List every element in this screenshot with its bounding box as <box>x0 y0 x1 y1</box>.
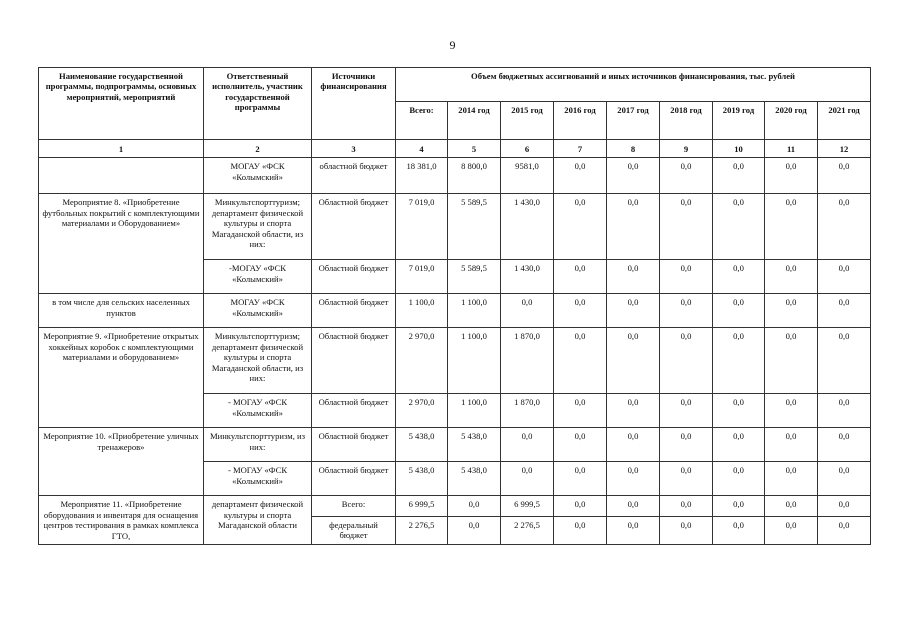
executor-cell: МОГАУ «ФСК «Колымский» <box>204 294 312 328</box>
year-value-cell: 1 100,0 <box>448 394 501 428</box>
table-row <box>39 158 871 194</box>
year-value-cell: 0,0 <box>765 260 818 294</box>
year-value-cell: 0,0 <box>660 496 713 516</box>
year-value-cell: 0,0 <box>554 516 607 544</box>
executor-cell: МОГАУ «ФСК «Колымский» <box>204 158 312 194</box>
header-year: 2017 год <box>607 102 660 140</box>
year-value-cell: 0,0 <box>713 158 765 194</box>
year-value-cell: 5 438,0 <box>448 428 501 462</box>
funding-source-cell: Областной бюджет <box>312 260 396 294</box>
funding-source-cell: Областной бюджет <box>312 462 396 496</box>
header-name: Наименование государственной программы, подпрограммы, основных мероприятий, мероприятий <box>39 68 204 140</box>
year-value-cell: 0,0 <box>765 496 818 516</box>
header-executor: Ответственный исполнитель, участник государственной программы <box>204 68 312 140</box>
year-value-cell: 0,0 <box>501 462 554 496</box>
year-value-cell: 1 870,0 <box>501 328 554 394</box>
year-value-cell: 0,0 <box>607 158 660 194</box>
column-number: 5 <box>448 140 501 158</box>
table-row <box>39 328 871 394</box>
year-value-cell: 0,0 <box>660 462 713 496</box>
column-number: 6 <box>501 140 554 158</box>
year-value-cell: 0,0 <box>448 496 501 516</box>
year-value-cell: 0,0 <box>607 328 660 394</box>
year-value-cell: 0,0 <box>607 462 660 496</box>
year-value-cell: 0,0 <box>554 158 607 194</box>
year-value-cell: 0,0 <box>765 158 818 194</box>
funding-source-cell: Областной бюджет <box>312 394 396 428</box>
year-value-cell: 0,0 <box>660 428 713 462</box>
year-value-cell: 0,0 <box>765 394 818 428</box>
year-value-cell: 1 870,0 <box>501 394 554 428</box>
total-value-cell: 7 019,0 <box>396 260 448 294</box>
year-value-cell: 0,0 <box>554 260 607 294</box>
event-name-cell: Мероприятие 10. «Приобретение уличных тренажеров» <box>39 428 204 496</box>
year-value-cell: 0,0 <box>554 194 607 260</box>
year-value-cell: 0,0 <box>713 294 765 328</box>
total-value-cell: 2 970,0 <box>396 394 448 428</box>
year-value-cell: 0,0 <box>660 158 713 194</box>
executor-cell: - МОГАУ «ФСК «Колымский» <box>204 462 312 496</box>
year-value-cell: 0,0 <box>607 194 660 260</box>
total-value-cell: 2 276,5 <box>396 516 448 544</box>
header-year: 2019 год <box>713 102 765 140</box>
event-name-cell <box>39 158 204 194</box>
year-value-cell: 0,0 <box>501 294 554 328</box>
column-number: 10 <box>713 140 765 158</box>
year-value-cell: 0,0 <box>660 516 713 544</box>
header-source: Источники финансирования <box>312 68 396 140</box>
column-number: 7 <box>554 140 607 158</box>
year-value-cell: 0,0 <box>765 194 818 260</box>
year-value-cell: 0,0 <box>818 516 871 544</box>
table-row <box>39 428 871 462</box>
year-value-cell: 0,0 <box>607 496 660 516</box>
year-value-cell: 0,0 <box>660 194 713 260</box>
event-name-cell: в том числе для сельских населенных пунктов <box>39 294 204 328</box>
year-value-cell: 0,0 <box>765 462 818 496</box>
total-value-cell: 5 438,0 <box>396 428 448 462</box>
year-value-cell: 0,0 <box>554 328 607 394</box>
year-value-cell: 0,0 <box>765 516 818 544</box>
year-value-cell: 0,0 <box>660 328 713 394</box>
funding-source-cell: Областной бюджет <box>312 428 396 462</box>
funding-source-cell: Областной бюджет <box>312 294 396 328</box>
year-value-cell: 0,0 <box>818 194 871 260</box>
executor-cell: департамент физической культуры и спорта Магаданской области <box>204 496 312 545</box>
header-year: 2018 год <box>660 102 713 140</box>
year-value-cell: 0,0 <box>713 496 765 516</box>
header-year: 2020 год <box>765 102 818 140</box>
funding-source-cell: Областной бюджет <box>312 194 396 260</box>
year-value-cell: 0,0 <box>818 428 871 462</box>
funding-source-cell: областной бюджет <box>312 158 396 194</box>
column-number: 1 <box>39 140 204 158</box>
column-number: 8 <box>607 140 660 158</box>
event-name-cell: Мероприятие 11. «Приобретение оборудования и инвентаря для оснащения центров тестирования в рамках комплекса ГТО, <box>39 496 204 545</box>
year-value-cell: 0,0 <box>818 158 871 194</box>
header-year: 2021 год <box>818 102 871 140</box>
year-value-cell: 0,0 <box>713 260 765 294</box>
year-value-cell: 1 430,0 <box>501 194 554 260</box>
year-value-cell: 0,0 <box>765 328 818 394</box>
header-volume: Объем бюджетных ассигнований и иных источников финансирования, тыс. рублей <box>396 68 871 102</box>
total-value-cell: 5 438,0 <box>396 462 448 496</box>
column-number: 3 <box>312 140 396 158</box>
table-row <box>39 496 871 516</box>
year-value-cell: 6 999,5 <box>501 496 554 516</box>
year-value-cell: 5 438,0 <box>448 462 501 496</box>
year-value-cell: 0,0 <box>660 294 713 328</box>
header-year: 2014 год <box>448 102 501 140</box>
header-year: 2016 год <box>554 102 607 140</box>
year-value-cell: 0,0 <box>713 394 765 428</box>
executor-cell: - МОГАУ «ФСК «Колымский» <box>204 394 312 428</box>
year-value-cell: 0,0 <box>554 462 607 496</box>
year-value-cell: 0,0 <box>818 394 871 428</box>
year-value-cell: 0,0 <box>501 428 554 462</box>
year-value-cell: 0,0 <box>607 294 660 328</box>
year-value-cell: 1 100,0 <box>448 328 501 394</box>
page-number: 9 <box>449 38 456 52</box>
total-value-cell: 2 970,0 <box>396 328 448 394</box>
year-value-cell: 0,0 <box>713 194 765 260</box>
year-value-cell: 0,0 <box>607 516 660 544</box>
total-value-cell: 6 999,5 <box>396 496 448 516</box>
executor-cell: Минкультспорттуризм, из них: <box>204 428 312 462</box>
year-value-cell: 0,0 <box>607 260 660 294</box>
event-name-cell: Мероприятие 9. «Приобретение открытых хоккейных коробок с комплектующими материалами и оборудованием» <box>39 328 204 428</box>
year-value-cell: 0,0 <box>448 516 501 544</box>
funding-source-cell: федеральный бюджет <box>312 516 396 544</box>
year-value-cell: 0,0 <box>765 428 818 462</box>
table-row <box>39 294 871 328</box>
year-value-cell: 0,0 <box>713 462 765 496</box>
total-value-cell: 1 100,0 <box>396 294 448 328</box>
executor-cell: Минкультспорттуризм; департамент физической культуры и спорта Магаданской области, из них: <box>204 328 312 394</box>
year-value-cell: 0,0 <box>607 428 660 462</box>
column-number: 12 <box>818 140 871 158</box>
year-value-cell: 5 589,5 <box>448 260 501 294</box>
executor-cell: Минкультспорттуризм; департамент физической культуры и спорта Магаданской области, из них: <box>204 194 312 260</box>
year-value-cell: 0,0 <box>554 394 607 428</box>
total-value-cell: 18 381,0 <box>396 158 448 194</box>
funding-source-cell: Областной бюджет <box>312 328 396 394</box>
column-number-row <box>39 140 871 158</box>
year-value-cell: 0,0 <box>713 516 765 544</box>
executor-cell: -МОГАУ «ФСК «Колымский» <box>204 260 312 294</box>
year-value-cell: 0,0 <box>607 394 660 428</box>
column-number: 11 <box>765 140 818 158</box>
column-number: 9 <box>660 140 713 158</box>
year-value-cell: 5 589,5 <box>448 194 501 260</box>
year-value-cell: 0,0 <box>818 294 871 328</box>
year-value-cell: 0,0 <box>660 394 713 428</box>
year-value-cell: 9581,0 <box>501 158 554 194</box>
year-value-cell: 0,0 <box>554 496 607 516</box>
year-value-cell: 1 100,0 <box>448 294 501 328</box>
year-value-cell: 0,0 <box>713 328 765 394</box>
year-value-cell: 0,0 <box>765 294 818 328</box>
year-value-cell: 0,0 <box>818 260 871 294</box>
year-value-cell: 8 800,0 <box>448 158 501 194</box>
year-value-cell: 0,0 <box>818 462 871 496</box>
year-value-cell: 0,0 <box>660 260 713 294</box>
header-total: Всего: <box>396 102 448 140</box>
year-value-cell: 0,0 <box>818 496 871 516</box>
total-value-cell: 7 019,0 <box>396 194 448 260</box>
header-year: 2015 год <box>501 102 554 140</box>
year-value-cell: 1 430,0 <box>501 260 554 294</box>
funding-source-cell: Всего: <box>312 496 396 516</box>
table-row <box>39 194 871 260</box>
year-value-cell: 0,0 <box>713 428 765 462</box>
year-value-cell: 0,0 <box>554 428 607 462</box>
column-number: 4 <box>396 140 448 158</box>
column-number: 2 <box>204 140 312 158</box>
event-name-cell: Мероприятие 8. «Приобретение футбольных покрытий с комплектующими материалами и Оборудованием» <box>39 194 204 294</box>
year-value-cell: 2 276,5 <box>501 516 554 544</box>
budget-table <box>38 67 871 545</box>
year-value-cell: 0,0 <box>554 294 607 328</box>
year-value-cell: 0,0 <box>818 328 871 394</box>
